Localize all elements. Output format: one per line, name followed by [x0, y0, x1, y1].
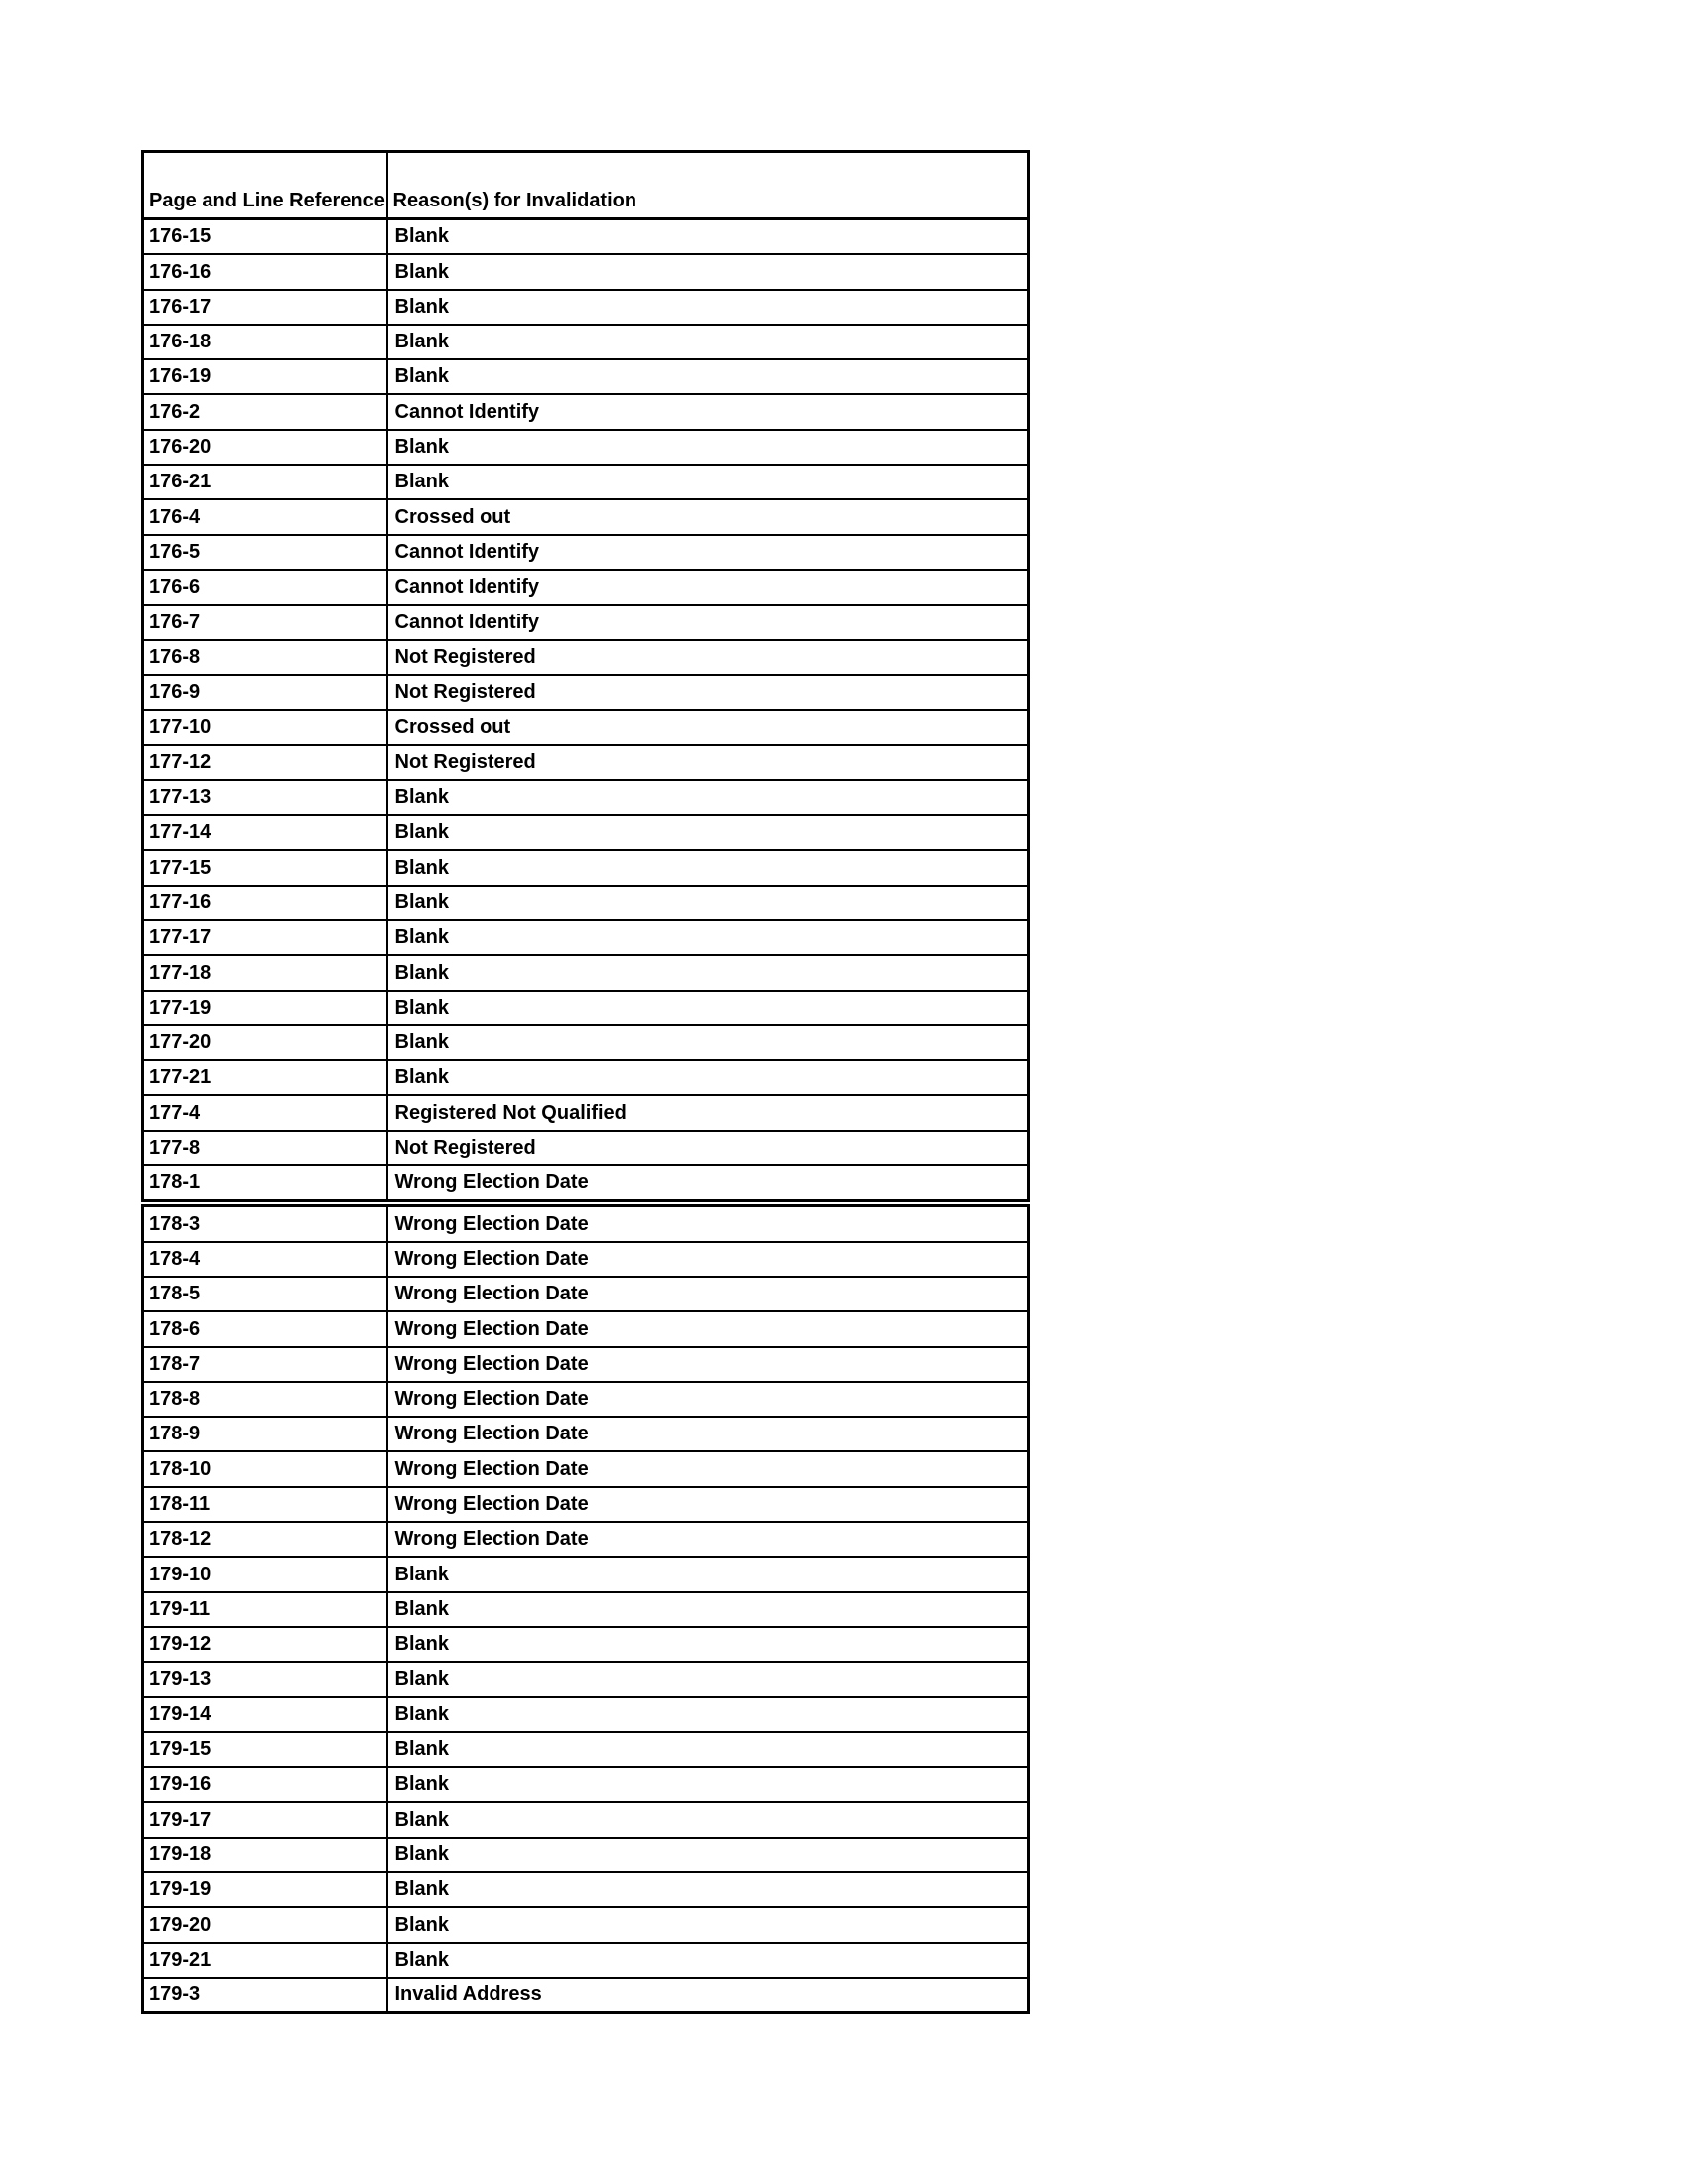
cell-page-line-reference: 176-18: [143, 325, 387, 359]
table-row: [143, 955, 1029, 990]
cell-page-line-reference: 176-8: [143, 640, 387, 675]
cell-page-line-reference: 176-20: [143, 430, 387, 465]
table-row: [143, 430, 1029, 465]
cell-reason: Blank: [387, 1627, 1029, 1662]
cell-page-line-reference: 177-16: [143, 886, 387, 920]
cell-page-line-reference: 179-10: [143, 1557, 387, 1591]
cell-reason: Cannot Identify: [387, 394, 1029, 429]
cell-page-line-reference: 179-17: [143, 1802, 387, 1837]
cell-page-line-reference: 176-21: [143, 465, 387, 499]
cell-reason: Blank: [387, 850, 1029, 885]
cell-page-line-reference: 178-11: [143, 1487, 387, 1522]
cell-reason: Blank: [387, 920, 1029, 955]
cell-page-line-reference: 178-10: [143, 1451, 387, 1486]
cell-page-line-reference: 178-9: [143, 1417, 387, 1451]
cell-page-line-reference: 179-16: [143, 1767, 387, 1802]
cell-reason: Wrong Election Date: [387, 1347, 1029, 1382]
cell-page-line-reference: 176-2: [143, 394, 387, 429]
table-row: [143, 1203, 1029, 1241]
table-row: [143, 290, 1029, 325]
table-row: [143, 570, 1029, 605]
table-row: [143, 1592, 1029, 1627]
table-row: [143, 605, 1029, 639]
cell-reason: Blank: [387, 1907, 1029, 1942]
cell-reason: Blank: [387, 1060, 1029, 1095]
cell-reason: Wrong Election Date: [387, 1311, 1029, 1346]
cell-reason: Not Registered: [387, 675, 1029, 710]
cell-reason: Blank: [387, 991, 1029, 1025]
table-row: [143, 325, 1029, 359]
cell-page-line-reference: 176-7: [143, 605, 387, 639]
cell-reason: Wrong Election Date: [387, 1417, 1029, 1451]
cell-reason: Blank: [387, 254, 1029, 289]
cell-reason: Wrong Election Date: [387, 1165, 1029, 1203]
table-row: [143, 1978, 1029, 2013]
cell-reason: Not Registered: [387, 1131, 1029, 1165]
table-row: [143, 1131, 1029, 1165]
table-row: [143, 499, 1029, 534]
cell-reason: Blank: [387, 359, 1029, 394]
cell-reason: Crossed out: [387, 499, 1029, 534]
cell-page-line-reference: 176-15: [143, 219, 387, 255]
cell-reason: Blank: [387, 1838, 1029, 1872]
table-row: [143, 1802, 1029, 1837]
table-row: [143, 1697, 1029, 1731]
cell-page-line-reference: 176-6: [143, 570, 387, 605]
table-body: [143, 219, 1029, 2013]
cell-reason: Blank: [387, 815, 1029, 850]
table-row: [143, 1487, 1029, 1522]
cell-reason: Cannot Identify: [387, 570, 1029, 605]
table-row: [143, 535, 1029, 570]
table-row: [143, 1732, 1029, 1767]
cell-reason: Wrong Election Date: [387, 1242, 1029, 1277]
cell-reason: Blank: [387, 1732, 1029, 1767]
table-row: [143, 1382, 1029, 1417]
cell-reason: Blank: [387, 1557, 1029, 1591]
cell-page-line-reference: 178-3: [143, 1203, 387, 1241]
table-row: [143, 1451, 1029, 1486]
table-row: [143, 1557, 1029, 1591]
cell-reason: Blank: [387, 430, 1029, 465]
cell-page-line-reference: 178-12: [143, 1522, 387, 1557]
cell-page-line-reference: 176-17: [143, 290, 387, 325]
table-row: [143, 1417, 1029, 1451]
cell-page-line-reference: 177-10: [143, 710, 387, 745]
table-row: [143, 640, 1029, 675]
header-page-line-reference: Page and Line Reference: [143, 152, 387, 219]
table-row: [143, 465, 1029, 499]
table-row: [143, 815, 1029, 850]
table-row: [143, 780, 1029, 815]
table-row: [143, 219, 1029, 255]
table-row: [143, 1347, 1029, 1382]
cell-page-line-reference: 177-4: [143, 1095, 387, 1130]
cell-page-line-reference: 179-18: [143, 1838, 387, 1872]
cell-page-line-reference: 179-21: [143, 1943, 387, 1978]
table-row: [143, 1943, 1029, 1978]
cell-reason: Not Registered: [387, 640, 1029, 675]
table-row: [143, 1311, 1029, 1346]
cell-reason: Wrong Election Date: [387, 1382, 1029, 1417]
cell-reason: Cannot Identify: [387, 535, 1029, 570]
invalidation-table: [141, 150, 1030, 2014]
cell-reason: Blank: [387, 1592, 1029, 1627]
table-row: [143, 1165, 1029, 1203]
cell-reason: Blank: [387, 955, 1029, 990]
table-row: [143, 745, 1029, 779]
cell-reason: Invalid Address: [387, 1978, 1029, 2013]
cell-reason: Crossed out: [387, 710, 1029, 745]
table-row: [143, 1767, 1029, 1802]
cell-page-line-reference: 177-21: [143, 1060, 387, 1095]
cell-reason: Blank: [387, 886, 1029, 920]
cell-page-line-reference: 178-6: [143, 1311, 387, 1346]
table-row: [143, 710, 1029, 745]
cell-reason: Blank: [387, 465, 1029, 499]
cell-page-line-reference: 179-14: [143, 1697, 387, 1731]
table-row: [143, 1907, 1029, 1942]
cell-reason: Blank: [387, 325, 1029, 359]
cell-page-line-reference: 176-19: [143, 359, 387, 394]
cell-reason: Blank: [387, 1697, 1029, 1731]
table-row: [143, 886, 1029, 920]
cell-page-line-reference: 179-12: [143, 1627, 387, 1662]
cell-page-line-reference: 178-7: [143, 1347, 387, 1382]
cell-reason: Wrong Election Date: [387, 1277, 1029, 1311]
cell-page-line-reference: 177-14: [143, 815, 387, 850]
table-row: [143, 359, 1029, 394]
table-row: [143, 675, 1029, 710]
cell-page-line-reference: 178-4: [143, 1242, 387, 1277]
cell-page-line-reference: 176-4: [143, 499, 387, 534]
cell-reason: Blank: [387, 1767, 1029, 1802]
cell-page-line-reference: 177-18: [143, 955, 387, 990]
table-row: [143, 1025, 1029, 1060]
table-row: [143, 1242, 1029, 1277]
table-row: [143, 1095, 1029, 1130]
header-reason-for-invalidation: Reason(s) for Invalidation: [387, 152, 1029, 219]
cell-reason: Blank: [387, 780, 1029, 815]
table-row: [143, 1662, 1029, 1697]
cell-page-line-reference: 178-8: [143, 1382, 387, 1417]
table-row: [143, 850, 1029, 885]
cell-page-line-reference: 179-15: [143, 1732, 387, 1767]
cell-page-line-reference: 176-16: [143, 254, 387, 289]
cell-page-line-reference: 178-5: [143, 1277, 387, 1311]
table-row: [143, 1060, 1029, 1095]
cell-reason: Blank: [387, 1662, 1029, 1697]
header-row: [143, 152, 1029, 219]
cell-page-line-reference: 177-19: [143, 991, 387, 1025]
cell-page-line-reference: 179-11: [143, 1592, 387, 1627]
cell-page-line-reference: 179-3: [143, 1978, 387, 2013]
table-row: [143, 254, 1029, 289]
cell-page-line-reference: 177-15: [143, 850, 387, 885]
cell-reason: Blank: [387, 1802, 1029, 1837]
cell-reason: Wrong Election Date: [387, 1203, 1029, 1241]
cell-reason: Registered Not Qualified: [387, 1095, 1029, 1130]
table-row: [143, 1277, 1029, 1311]
cell-page-line-reference: 177-8: [143, 1131, 387, 1165]
cell-reason: Blank: [387, 219, 1029, 255]
cell-reason: Blank: [387, 290, 1029, 325]
cell-reason: Not Registered: [387, 745, 1029, 779]
cell-page-line-reference: 177-20: [143, 1025, 387, 1060]
table-row: [143, 991, 1029, 1025]
table-header: [143, 152, 1029, 219]
cell-reason: Blank: [387, 1943, 1029, 1978]
cell-page-line-reference: 179-20: [143, 1907, 387, 1942]
table-row: [143, 1872, 1029, 1907]
cell-page-line-reference: 179-13: [143, 1662, 387, 1697]
table-row: [143, 394, 1029, 429]
cell-reason: Wrong Election Date: [387, 1451, 1029, 1486]
table-row: [143, 1522, 1029, 1557]
cell-reason: Wrong Election Date: [387, 1487, 1029, 1522]
cell-page-line-reference: 176-5: [143, 535, 387, 570]
cell-page-line-reference: 176-9: [143, 675, 387, 710]
table-row: [143, 1838, 1029, 1872]
cell-page-line-reference: 179-19: [143, 1872, 387, 1907]
cell-reason: Blank: [387, 1872, 1029, 1907]
cell-page-line-reference: 177-12: [143, 745, 387, 779]
cell-reason: Cannot Identify: [387, 605, 1029, 639]
cell-reason: Blank: [387, 1025, 1029, 1060]
cell-page-line-reference: 177-13: [143, 780, 387, 815]
cell-page-line-reference: 178-1: [143, 1165, 387, 1203]
cell-page-line-reference: 177-17: [143, 920, 387, 955]
cell-reason: Wrong Election Date: [387, 1522, 1029, 1557]
table-row: [143, 920, 1029, 955]
table-row: [143, 1627, 1029, 1662]
